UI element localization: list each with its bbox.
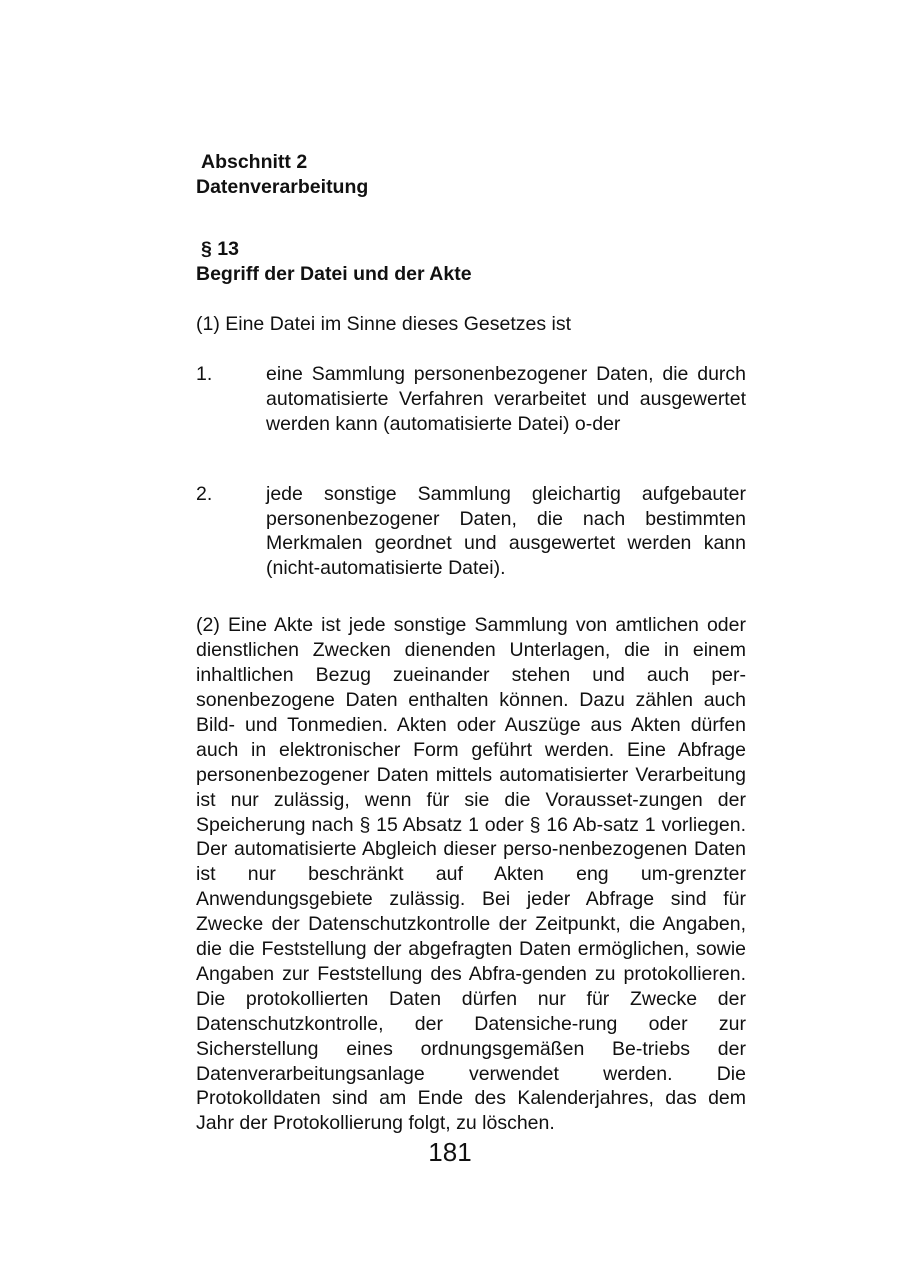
list-item [196,482,746,582]
page-number: 181 [428,1137,472,1167]
chapter-label: Abschnitt 2 [201,151,308,173]
list-item-number: 1. [196,362,213,385]
list-item-text: eine Sammlung personenbezogener Daten, die durch automatisierte Verfahren verarbeitet und ausgewertet werden kann (automatisierte Datei) o-der [266,362,746,435]
document-page [196,150,746,1136]
list-item-text: jede sonstige Sammlung gleichartig aufgebauter personenbezogener Daten, die nach bestimmten Merkmalen geordnet und ausgewertet werden kann (nicht-automatisierte Datei). [266,482,746,580]
definition-list [196,362,746,581]
section-title: Begriff der Datei und der Akte [196,263,472,285]
section-spacer [196,200,746,237]
list-item-number: 2. [196,482,213,505]
chapter-title: Datenverarbeitung [196,176,369,198]
list-item [196,362,746,437]
paragraph-1-intro: (1) Eine Datei im Sinne dieses Gesetzes ist [196,313,571,335]
paragraph-2: (2) Eine Akte ist jede sonstige Sammlung von amtlichen oder dienstlichen Zwecken dienenden Unterlagen, die in einem inhaltlichen Bezug zueinander stehen und auch per-sonenbezogene Daten enthalten können. Dazu zählen auch Bild- und Tonmedien. Akten oder Auszüge aus Akten dürfen auch in elektronischer Form geführt werden. Eine Abfrage personenbezogener Daten mittels automatisierter Verarbeitung ist nur zulässig, wenn für sie die Vorausset-zungen der Speicherung nach § 15 Absatz 1 oder § 16 Ab-satz 1 vorliegen. Der automatisierte Abgleich dieser perso-nenbezogenen Daten ist nur beschränkt auf Akten eng um-grenzter Anwendungsgebiete zulässig. Bei jeder Abfrage sind für Zwecke der Datenschutzkontrolle der Zeitpunkt, die Angaben, die die Feststellung der abgefragten Daten ermöglichen, sowie Angaben zur Feststellung des Abfra-genden zu protokollieren. Die protokollierten Daten dürfen nur für Zwecke der Datenschutzkontrolle, der Datensiche-rung oder zur Sicherstellung eines ordnungsgemäßen Be-triebs der Datenverarbeitungsanlage verwendet werden. Die Protokolldaten sind am Ende des Kalenderjahres, das dem Jahr der Protokollierung folgt, zu löschen. [196,614,746,1135]
section-number: § 13 [201,238,239,260]
